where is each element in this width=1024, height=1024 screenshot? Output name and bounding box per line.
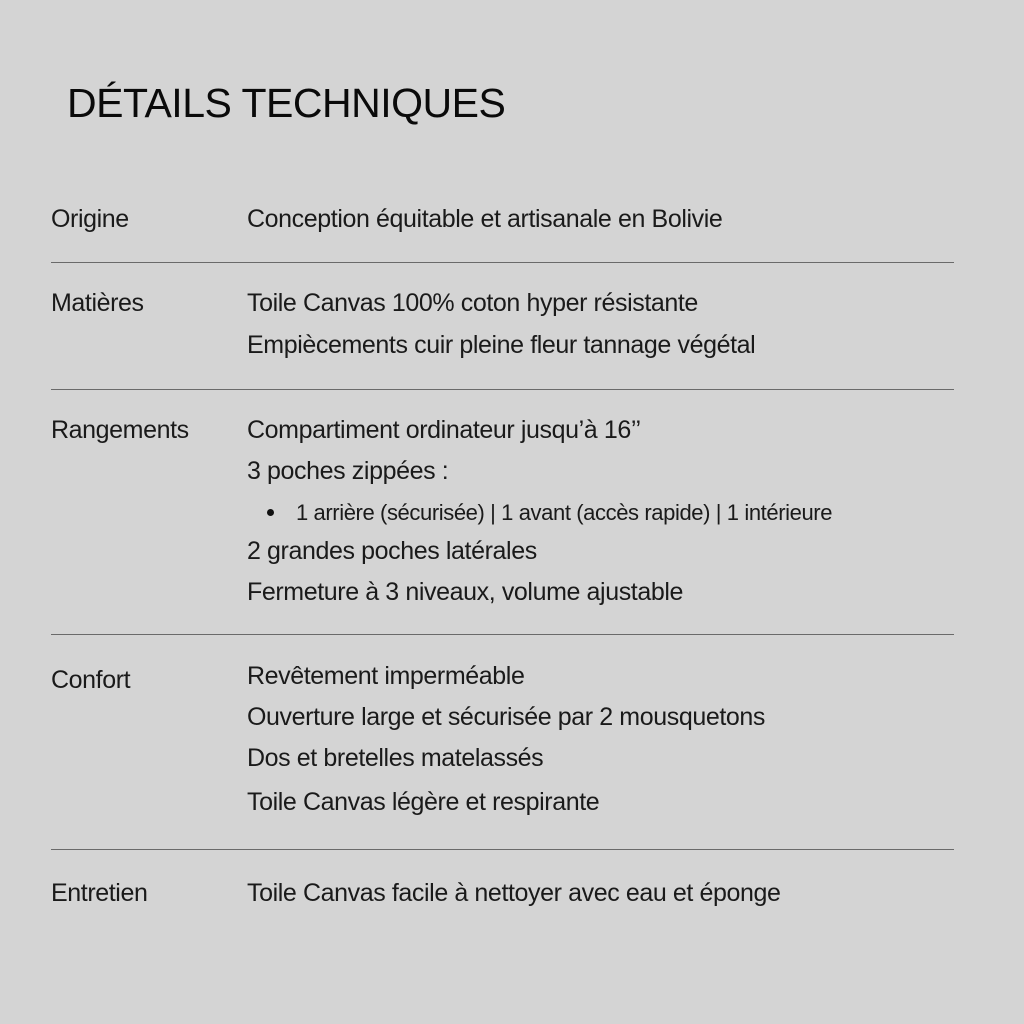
spec-value: Revêtement imperméable: [247, 662, 525, 690]
bullet-icon: [267, 509, 274, 516]
divider: [51, 389, 954, 390]
spec-value: Fermeture à 3 niveaux, volume ajustable: [247, 578, 684, 606]
spec-value: 3 poches zippées :: [247, 457, 449, 485]
spec-bullet-item: [267, 500, 832, 526]
spec-value: Compartiment ordinateur jusqu’à 16’’: [247, 416, 641, 444]
spec-value: Ouverture large et sécurisée par 2 mousquetons: [247, 703, 766, 731]
spec-value: Conception équitable et artisanale en Bolivie: [247, 205, 723, 233]
spec-value: Toile Canvas facile à nettoyer avec eau et éponge: [247, 879, 781, 907]
divider: [51, 262, 954, 263]
spec-value: Toile Canvas 100% coton hyper résistante: [247, 289, 698, 317]
spec-label: Rangements: [51, 416, 189, 444]
spec-value: Toile Canvas légère et respirante: [247, 788, 600, 816]
divider: [51, 634, 954, 635]
divider: [51, 849, 954, 850]
spec-value: 1 arrière (sécurisée) | 1 avant (accès rapide) | 1 intérieure: [296, 500, 833, 525]
spec-value: 2 grandes poches latérales: [247, 537, 537, 565]
spec-label: Confort: [51, 666, 131, 694]
spec-value: Empiècements cuir pleine fleur tannage végétal: [247, 331, 756, 359]
page-title: DÉTAILS TECHNIQUES: [67, 80, 506, 126]
spec-value: Dos et bretelles matelassés: [247, 744, 544, 772]
spec-label: Matières: [51, 289, 144, 317]
spec-label: Entretien: [51, 879, 148, 907]
spec-label: Origine: [51, 205, 129, 233]
